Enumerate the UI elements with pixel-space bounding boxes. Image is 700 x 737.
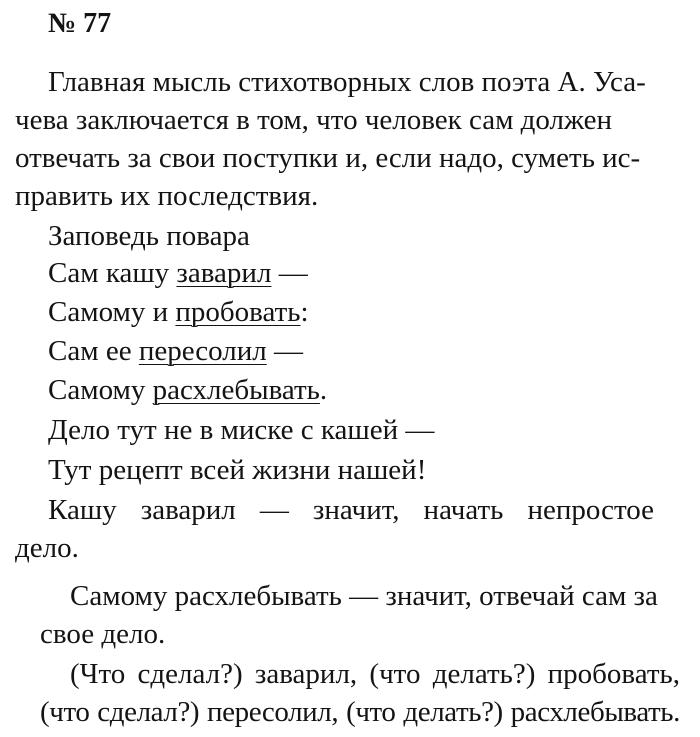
explanation-1-line-2: дело. (15, 532, 79, 564)
explanation-3-line-1: (Что сделал?) заварил, (что делать?) пробовать, (70, 658, 680, 690)
poem-line-4-start: Самому (48, 374, 153, 406)
poem-line-5: Дело тут не в миске с кашей — (48, 414, 435, 446)
poem-line-4 (48, 372, 327, 408)
underlined-verb-zavaril: заварил (176, 257, 272, 289)
poem-title: Заповедь повара (48, 220, 250, 252)
poem-line-1-end: — (271, 257, 308, 289)
underlined-verb-raskhlebyvat: расхлебывать (152, 374, 320, 406)
explanation-2-line-2: свое дело. (40, 618, 166, 650)
poem-line-2-start: Самому и (48, 296, 176, 328)
intro-line-4: править их последствия. (15, 180, 319, 212)
poem-line-3-end: — (266, 335, 303, 367)
underlined-verb-peresolil: пересолил (138, 335, 267, 367)
explanation-2-line-1: Самому расхлебывать — значит, отвечай сам за (70, 580, 658, 612)
exercise-number: № 77 (48, 8, 112, 39)
poem-line-3 (48, 333, 303, 369)
poem-line-6: Тут рецепт всей жизни нашей! (48, 454, 427, 486)
poem-line-1 (48, 255, 308, 291)
explanation-3-line-2: (что сделал?) пересолил, (что делать?) расхлебывать. (40, 696, 680, 728)
poem-line-2 (48, 294, 309, 330)
poem-line-4-end: . (319, 374, 328, 406)
poem-line-1-start: Сам кашу (48, 257, 177, 289)
intro-line-1: Главная мысль стихотворных слов поэта А. Уса- (48, 66, 646, 98)
underlined-verb-probovat: пробовать (175, 296, 301, 328)
intro-line-3: отвечать за свои поступки и, если надо, суметь ис- (15, 142, 641, 174)
poem-line-3-start: Сам ее (48, 335, 139, 367)
poem-line-2-end: : (300, 296, 309, 328)
explanation-1-line-1: Кашу заварил — значит, начать непростое (48, 494, 654, 526)
intro-line-2: чева заключается в том, что человек сам должен (15, 104, 613, 136)
